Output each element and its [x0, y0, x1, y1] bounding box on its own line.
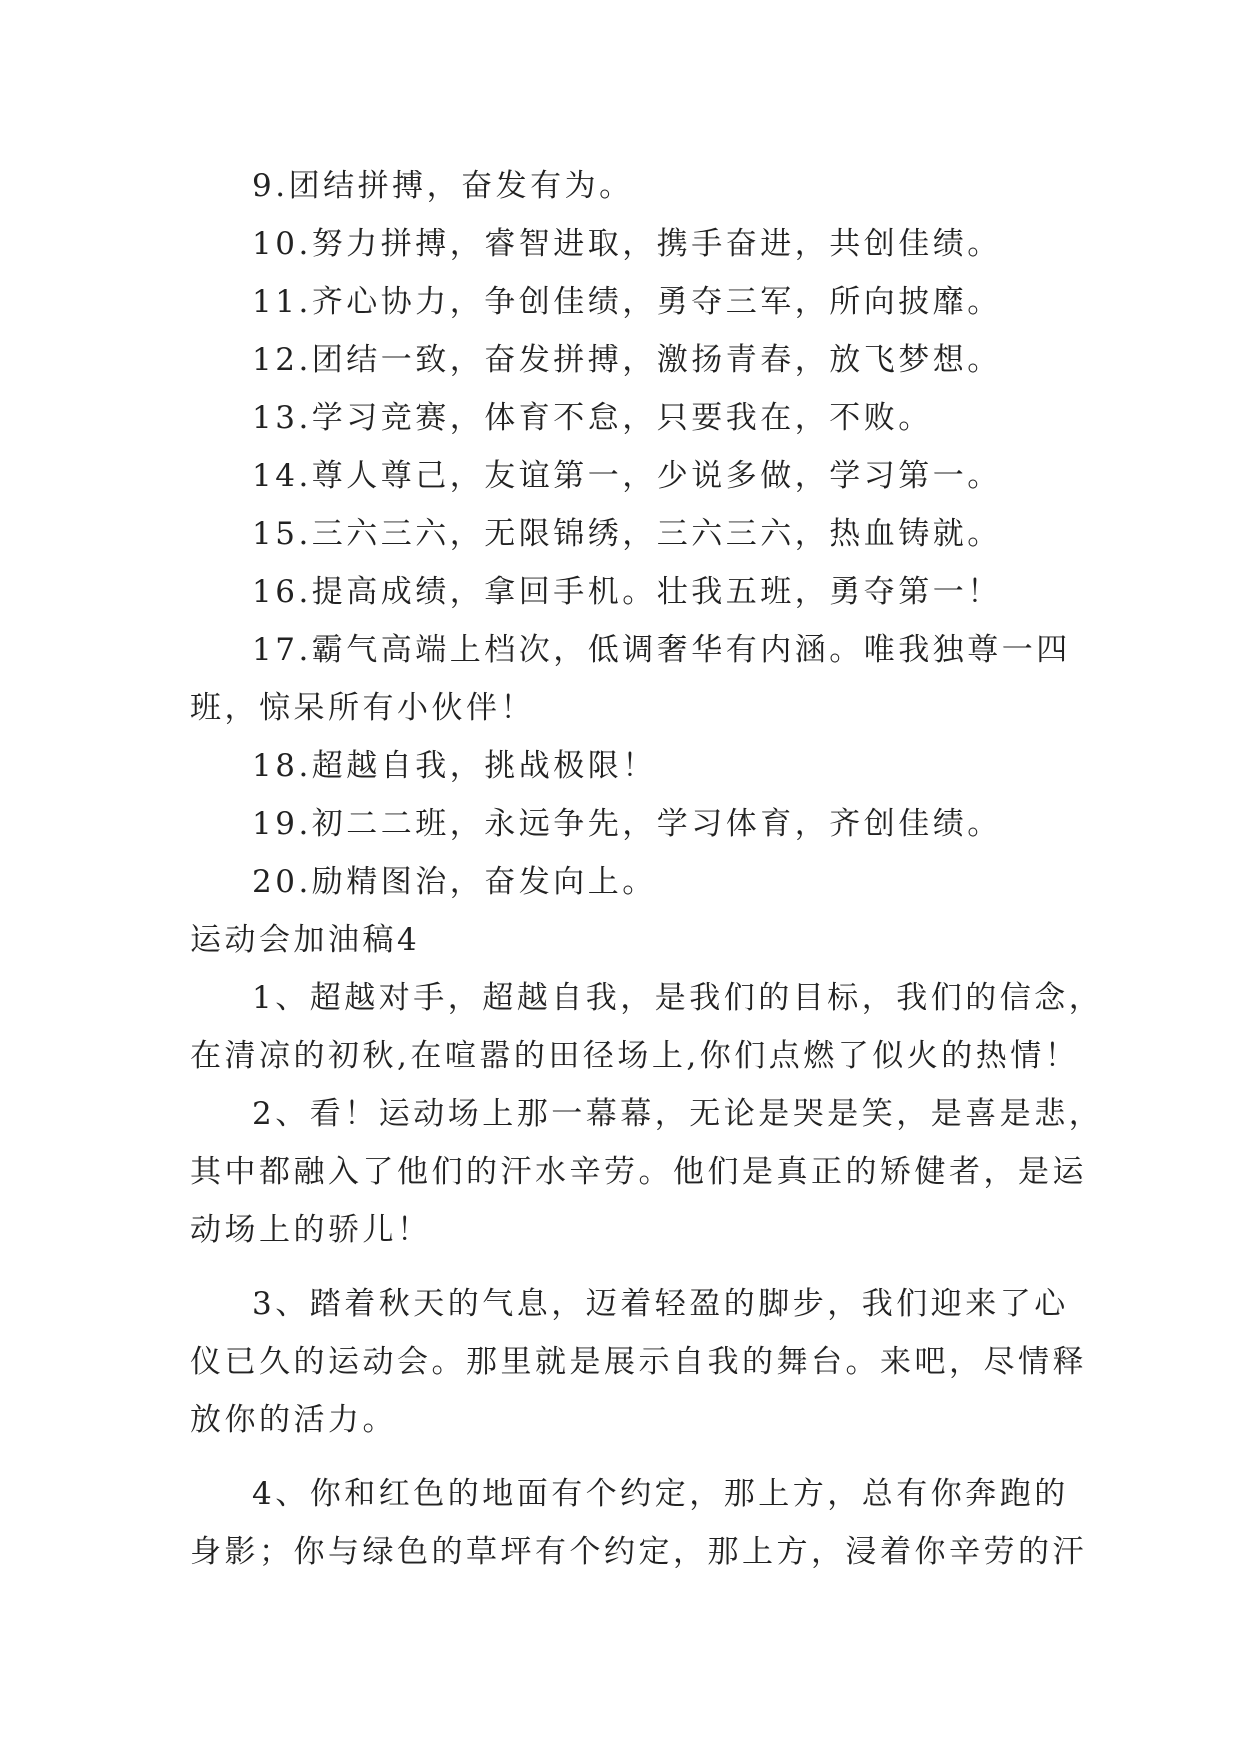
slogan-item: 15.三六三六，无限锦绣，三六三六，热血铸就。 — [252, 516, 1002, 552]
slogan-item: 16.提高成绩，拿回手机。壮我五班，勇夺第一！ — [252, 574, 1002, 610]
paragraph-3-line-2: 仪已久的运动会。那里就是展示自我的舞台。来吧，尽情释 — [190, 1344, 1087, 1380]
slogan-item: 14.尊人尊己，友谊第一，少说多做，学习第一。 — [252, 458, 1002, 494]
document-body — [190, 157, 1104, 1581]
slogan-item: 19.初二二班，永远争先，学习体育，齐创佳绩。 — [252, 806, 1002, 842]
slogan-item: 13.学习竞赛，体育不怠，只要我在，不败。 — [252, 400, 933, 436]
slogan-item: 10.努力拼搏，睿智进取，携手奋进，共创佳绩。 — [252, 226, 1002, 262]
slogan-item-17-line-1: 17.霸气高端上档次，低调奢华有内涵。唯我独尊一四 — [252, 632, 1071, 668]
paragraph-3-line-3: 放你的活力。 — [190, 1402, 397, 1438]
paragraph-2-line-2: 其中都融入了他们的汗水辛劳。他们是真正的矫健者，是运 — [190, 1154, 1087, 1190]
paragraph-spacer — [190, 1259, 1060, 1275]
slogan-item: 18.超越自我，挑战极限！ — [252, 748, 657, 784]
slogan-item: 11.齐心协力，争创佳绩，勇夺三军，所向披靡。 — [252, 284, 1002, 320]
paragraph-4-line-1: 4、你和红色的地面有个约定，那上方，总有你奔跑的 — [252, 1476, 1069, 1512]
paragraph-3-line-1: 3、踏着秋天的气息，迈着轻盈的脚步，我们迎来了心 — [252, 1286, 1069, 1322]
paragraph-spacer — [190, 1449, 1060, 1465]
paragraph-1-line-2: 在清凉的初秋,在喧嚣的田径场上,你们点燃了似火的热情！ — [190, 1038, 1080, 1074]
paragraph-2-line-1: 2、看！运动场上那一幕幕，无论是哭是笑，是喜是悲， — [252, 1096, 1104, 1132]
slogan-item: 20.励精图治，奋发向上。 — [252, 864, 657, 900]
slogan-item: 9.团结拼搏，奋发有为。 — [252, 168, 634, 204]
section-heading: 运动会加油稿4 — [190, 922, 421, 958]
paragraph-2-line-3: 动场上的骄儿！ — [190, 1212, 432, 1248]
slogan-item: 12.团结一致，奋发拼搏，激扬青春，放飞梦想。 — [252, 342, 1002, 378]
paragraph-1-line-1: 1、超越对手，超越自我，是我们的目标，我们的信念， — [252, 980, 1104, 1016]
paragraph-4-line-2: 身影；你与绿色的草坪有个约定，那上方，浸着你辛劳的汗 — [190, 1534, 1087, 1570]
slogan-item-17-line-2: 班，惊呆所有小伙伴！ — [190, 690, 535, 726]
